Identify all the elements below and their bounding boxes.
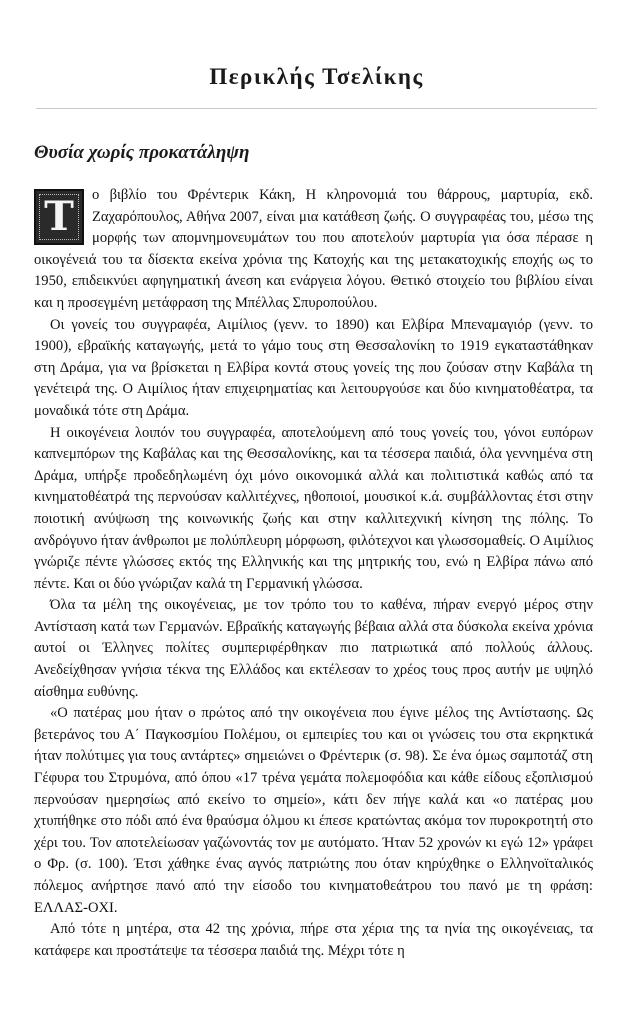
paragraph: Όλα τα μέλη της οικογένειας, με τον τρόπο του το καθένα, πήραν ενεργό μέρος στην Αντίσταση κατά των Γερμανών. Εβραϊκής καταγωγής βέβαια αλλά στα δύσκολα εκείνα χρόνια αυτοί οι Έλληνες πολίτες συμπεριφέρθηκαν πιο πατριωτικά από πολλούς άλλους. Ανεδείχθησαν γνήσια τέκνα της Ελλάδος και εκτέλεσαν το χρέος τους προς αυτήν με υψηλό αίσθημα ευθύνης.	[34, 597, 593, 700]
header-divider	[36, 108, 597, 109]
paragraph: Οι γονείς του συγγραφέα, Αιμίλιος (γενν. το 1890) και Ελβίρα Μπεναμαγιόρ (γενν. το 1900), εβραϊκής καταγωγής, μετά το γάμο τους στη Θεσσαλονίκη το 1919 εγκαταστάθηκαν στη Δράμα, για να βρίσκεται η Ελβίρα κοντά στους γονείς της που ζούσαν στην Καβάλα τη γενέτειρά της. Ο Αιμίλιος ήταν επιχειρηματίας και λειτουργούσε και δύο κινηματοθέατρα, τα μοναδικά τότε στη Δράμα.	[34, 316, 593, 419]
author-name: Περικλής Τσελίκης	[209, 64, 424, 89]
paragraph-text: ο βιβλίο του Φρέντερικ Κάκη, Η κληρονομιά του θάρρους, μαρτυρία, εκδ. Ζαχαρόπουλος, Αθήνα 2007, είναι μια κατάθεση ζωής. Ο συγγραφέας του, μέσω της μορφής των απομνημονευμάτων του που αποτελούν μαρτυρία για όσα πέρασε η οικογένειά του τα δίσεκτα εκείνα χρόνια της Κατοχής και της μετακατοχικής εποχής ως το 1950, επιδεικνύει αφηγηματική άνεση και ενάργεια λόγου. Θετικό στοιχείο του βιβλίου είναι και η προσεγμένη μετάφραση της Μπέλλας Σπυροπούλου.	[34, 187, 593, 311]
article-title: Θυσία χωρίς προκατάληψη	[34, 142, 250, 163]
ornamental-dropcap	[34, 189, 84, 245]
paragraph	[34, 185, 593, 315]
paragraph: Η οικογένεια λοιπόν του συγγραφέα, αποτελούμενη από τους γονείς του, γόνοι ευπόρων καπνεμπόρων της Καβάλας και της Θεσσαλονίκης, και τα τέσσερα παιδιά, όλα γεννημένα στη Δράμα, υπήρξε προδεδηλωμένη όχι μόνο οικονομικά αλλά και πολιτιστικά καθώς από τα κινηματοθέατρά της περνούσαν καλλιτέχνες, ηθοποιοί, μουσικοί κ.ά. συμβάλλοντας έτσι στην ποιοτική ανύψωση της κοινωνικής ζωής και στην καλλιτεχνική κίνηση της πόλης. Το ανδρόγυνο ήταν άνθρωποι με πολύπλευρη μόρφωση, φιλότεχνοι και γλωσσομαθείς. Ο Αιμίλιος γνώριζε πέντε γλώσσες εκτός της Ελληνικής και της μητρικής του, ενώ η Ελβίρα πάνω από πέντε. Και οι δύο γνώριζαν καλά τη Γερμανική γλώσσα.	[34, 424, 593, 592]
dropcap-letter: Τ	[44, 193, 74, 241]
article-body	[20, 185, 613, 962]
paragraph: «Ο πατέρας μου ήταν ο πρώτος από την οικογένεια που έγινε μέλος της Αντίστασης. Ως βετεράνος του Α΄ Παγκοσμίου Πολέμου, οι εμπειρίες του και οι γνώσεις του στα εκρηκτικά ήταν πολύτιμες για τους αντάρτες» σημειώνει ο Φρέντερικ (σ. 98). Σε ένα όμως σαμποτάζ στη Γέφυρα του Στρυμόνα, από όπου «17 τρένα γεμάτα πολεμοφόδια και κάθε είδους εξοπλισμού περνούσαν ημερησίως από εκείνο το σημείο», κάτι δεν πήγε καλά και «ο πατέρας μου χτυπήθηκε στο πόδι από ένα θραύσμα όλμου κι έπεσε κρατώντας ακόμα τον πυροκροτητή στο χέρι του. Τον αποτελείωσαν γαζώνοντάς τον με αυτόματο. Ήταν 52 χρονών κι εγώ 12» γράφει ο Φρ. (σ. 100). Έτσι χάθηκε ένας αγνός πατριώτης που όταν κηρύχθηκε ο Ελληνοϊταλικός πόλεμος ανήρτησε πανό από την είσοδο του κινηματοθεάτρου του πανό με τη φράση: ΕΛΛΑΣ-ΟΧΙ.	[34, 705, 593, 916]
paragraph: Από τότε η μητέρα, στα 42 της χρόνια, πήρε στα χέρια της τα ηνία της οικογένειας, τα κατάφερε και προστάτεψε τα τέσσερα παιδιά της. Μέχρι τότε η	[34, 921, 593, 959]
